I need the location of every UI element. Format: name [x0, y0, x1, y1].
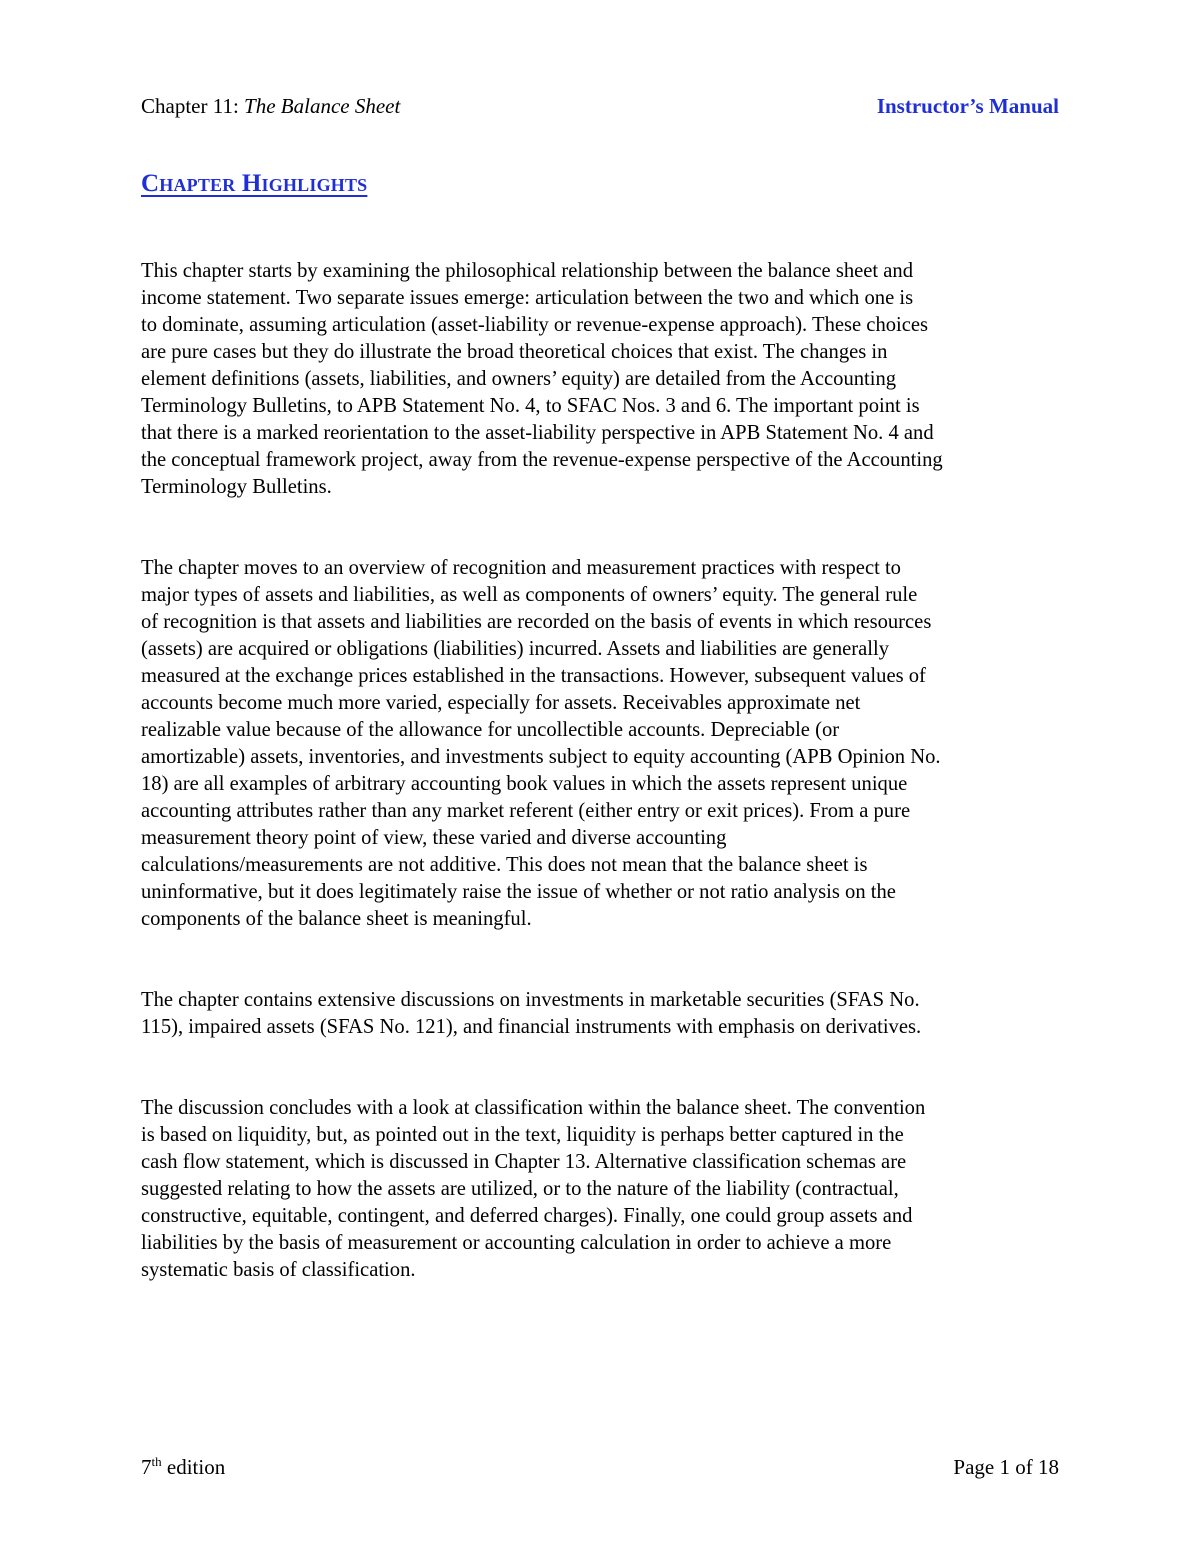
paragraph-1: This chapter starts by examining the philosophical relationship between the balance sheet and income statement. Two separate issues emerge: articulation between the two and which one is to dominate, assuming articulation (asset-liability or revenue-expense approach). These choices are pure cases but they do illustrate the broad theoretical choices that exist. The changes in element definitions (assets, liabilities, and owners’ equity) are detailed from the Accounting Terminology Bulletins, to APB Statement No. 4, to SFAC Nos. 3 and 6. The important point is that there is a marked reorientation to the asset-liability perspective in APB Statement No. 4 and the conceptual framework project, away from the revenue-expense perspective of the Accounting Terminology Bulletins.	[141, 260, 943, 498]
page-number: Page 1 of 18	[953, 1455, 1059, 1479]
section-heading: Chapter Highlights	[141, 170, 368, 197]
body-text	[141, 258, 1059, 1338]
page-footer	[141, 1455, 1059, 1487]
paragraph-3: The chapter contains extensive discussions on investments in marketable securities (SFAS No. 115), impaired assets (SFAS No. 121), and financial instruments with emphasis on derivatives.	[141, 989, 922, 1038]
page-header	[141, 94, 1059, 124]
paragraph-4: The discussion concludes with a look at classification within the balance sheet. The convention is based on liquidity, but, as pointed out in the text, liquidity is perhaps better captured in the cash flow statement, which is discussed in Chapter 13. Alternative classification schemas are suggested relating to how the assets are utilized, or to the nature of the liability (contractual, constructive, equitable, contingent, and deferred charges). Finally, one could group assets and liabilities by the basis of measurement or accounting calculation in order to achieve a more systematic basis of classification.	[141, 1097, 926, 1281]
chapter-title-italic: The Balance Sheet	[244, 94, 401, 118]
edition-number: 7	[141, 1455, 152, 1479]
chapter-prefix: Chapter 11:	[141, 94, 245, 118]
edition-suffix: th	[151, 1454, 162, 1469]
edition-text: edition	[161, 1455, 226, 1479]
paragraph-2: The chapter moves to an overview of recognition and measurement practices with respect to major types of assets and liabilities, as well as components of owners’ equity. The general rule of recognition is that assets and liabilities are recorded on the basis of events in which resources (assets) are acquired or obligations (liabilities) incurred. Assets and liabilities are generally measured at the exchange prices established in the transactions. However, subsequent values of accounts become much more varied, especially for assets. Receivables approximate net realizable value because of the allowance for uncollectible accounts. Depreciable (or amortizable) assets, inventories, and investments subject to equity accounting (APB Opinion No. 18) are all examples of arbitrary accounting book values in which the assets represent unique accounting attributes rather than any market referent (either entry or exit prices). From a pure measurement theory point of view, these varied and diverse accounting calculations/measurements are not additive. This does not mean that the balance sheet is uninformative, but it does legitimately raise the issue of whether or not ratio analysis on the components of the balance sheet is meaningful.	[141, 557, 941, 930]
manual-label: Instructor’s Manual	[876, 94, 1059, 118]
edition-label	[141, 1455, 225, 1480]
chapter-title	[141, 94, 400, 119]
